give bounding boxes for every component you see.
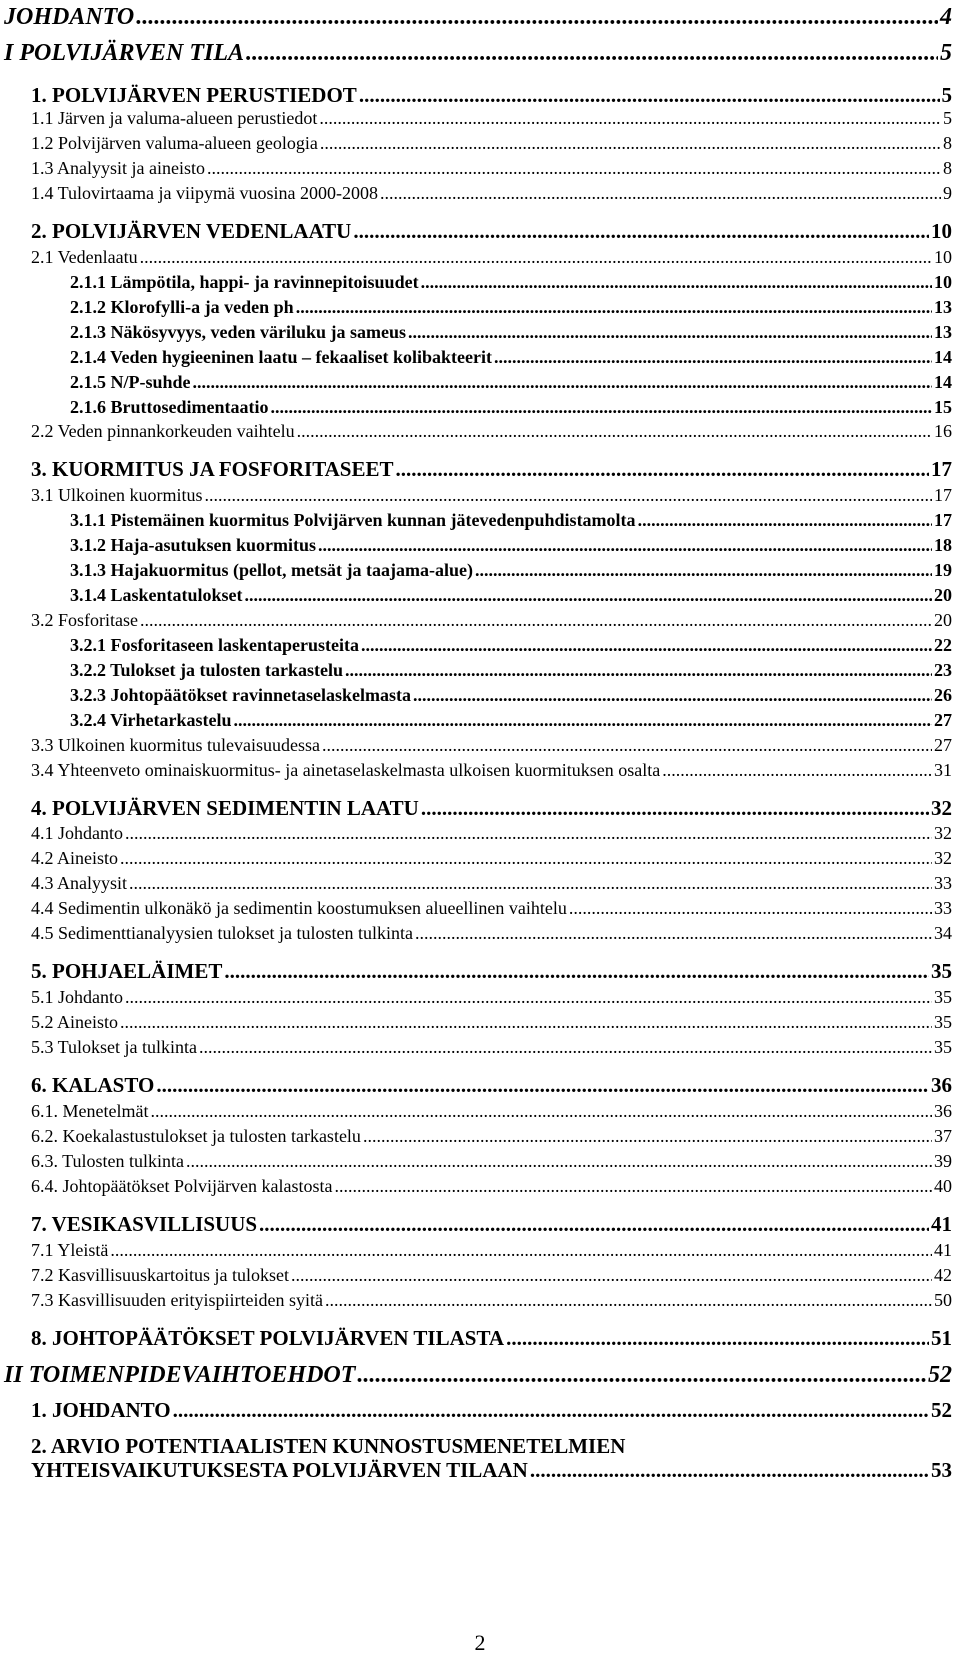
toc-entry[interactable] bbox=[31, 1073, 960, 1097]
toc-entry[interactable] bbox=[31, 1212, 960, 1236]
toc-entry[interactable] bbox=[31, 1012, 960, 1033]
toc-entry-label: 5.2 Aineisto bbox=[31, 1012, 119, 1032]
toc-leader-dots bbox=[662, 760, 932, 781]
toc-entry-label: 1.2 Polvijärven valuma-alueen geologia bbox=[31, 133, 318, 153]
toc-leader-dots bbox=[207, 158, 941, 179]
toc-entry-page: 42 bbox=[934, 1265, 952, 1285]
toc-leader-dots bbox=[318, 535, 932, 556]
toc-entry[interactable] bbox=[31, 735, 960, 756]
toc-entry-page: 51 bbox=[931, 1326, 952, 1350]
toc-entry-page: 14 bbox=[934, 347, 952, 367]
toc-entry-page: 41 bbox=[934, 1240, 952, 1260]
toc-entry[interactable] bbox=[70, 372, 960, 393]
toc-entry-label: 2. POLVIJÄRVEN VEDENLAATU bbox=[31, 219, 352, 243]
toc-leader-dots bbox=[325, 1290, 932, 1311]
toc-leader-dots bbox=[357, 1362, 926, 1390]
toc-entry[interactable] bbox=[31, 610, 960, 631]
toc-entry[interactable] bbox=[31, 760, 960, 781]
toc-entry-page: 27 bbox=[934, 735, 952, 755]
toc-leader-dots bbox=[140, 247, 932, 268]
toc-entry-label: 6.1. Menetelmät bbox=[31, 1101, 149, 1121]
toc-leader-dots bbox=[125, 823, 932, 844]
toc-entry-label: 3.1.2 Haja-asutuksen kuormitus bbox=[70, 535, 317, 555]
toc-entry[interactable] bbox=[31, 133, 960, 154]
toc-entry[interactable] bbox=[31, 1326, 960, 1350]
toc-leader-dots bbox=[270, 397, 932, 418]
toc-entry-page: 35 bbox=[934, 1012, 952, 1032]
toc-leader-dots bbox=[259, 1212, 929, 1236]
toc-entry[interactable] bbox=[31, 485, 960, 506]
toc-entry[interactable] bbox=[31, 183, 960, 204]
toc-entry-label: 4. POLVIJÄRVEN SEDIMENTIN LAATU bbox=[31, 796, 419, 820]
toc-leader-dots bbox=[186, 1151, 932, 1172]
toc-entry[interactable] bbox=[70, 510, 960, 531]
toc-entry-label: 4.4 Sedimentin ulkonäkö ja sedimentin koostumuksen alueellinen vaihtelu bbox=[31, 898, 567, 918]
toc-leader-dots bbox=[506, 1326, 929, 1350]
toc-entry-page: 20 bbox=[934, 585, 952, 605]
toc-entry[interactable] bbox=[31, 959, 960, 983]
toc-leader-dots bbox=[408, 322, 932, 343]
toc-entry[interactable] bbox=[70, 635, 960, 656]
toc-entry[interactable] bbox=[31, 219, 960, 243]
toc-entry-label: 3.2.4 Virhetarkastelu bbox=[70, 710, 232, 730]
toc-entry-page: 15 bbox=[934, 397, 952, 417]
toc-entry-page: 14 bbox=[934, 372, 952, 392]
toc-entry-page: 52 bbox=[931, 1398, 952, 1422]
toc-entry-label: 1.3 Analyysit ja aineisto bbox=[31, 158, 205, 178]
toc-leader-dots bbox=[396, 457, 929, 481]
toc-entry-label: 5.1 Johdanto bbox=[31, 987, 123, 1007]
toc-entry[interactable] bbox=[70, 685, 960, 706]
toc-entry-page: 34 bbox=[934, 923, 952, 943]
toc-entry[interactable] bbox=[31, 108, 960, 129]
toc-leader-dots bbox=[494, 347, 932, 368]
toc-entry-label: 5.3 Tulokset ja tulkinta bbox=[31, 1037, 198, 1057]
toc-entry-page: 27 bbox=[934, 710, 952, 730]
toc-entry-label: 4.5 Sedimenttianalyysien tulokset ja tulosten tulkinta bbox=[31, 923, 413, 943]
toc-entry-page: 36 bbox=[934, 1101, 952, 1121]
toc-entry[interactable] bbox=[70, 660, 960, 681]
toc-entry-label: II TOIMENPIDEVAIHTOEHDOT bbox=[4, 1362, 356, 1388]
toc-leader-dots bbox=[363, 1126, 932, 1147]
toc-entry-label: 3.2.1 Fosforitaseen laskentaperusteita bbox=[70, 635, 359, 655]
toc-leader-dots bbox=[246, 40, 938, 68]
toc-leader-dots bbox=[193, 372, 932, 393]
toc-entry-page: 31 bbox=[934, 760, 952, 780]
toc-leader-dots bbox=[353, 219, 929, 243]
toc-entry[interactable] bbox=[31, 1265, 960, 1286]
toc-entry[interactable] bbox=[31, 873, 960, 894]
toc-entry-page: 17 bbox=[934, 510, 952, 530]
toc-entry-page: 41 bbox=[931, 1212, 952, 1236]
toc-entry-label: 3. KUORMITUS JA FOSFORITASEET bbox=[31, 457, 394, 481]
toc-entry-page: 23 bbox=[934, 660, 952, 680]
toc-entry-label: 3.2.2 Tulokset ja tulosten tarkastelu bbox=[70, 660, 344, 680]
toc-entry-page: 19 bbox=[934, 560, 952, 580]
toc-entry-label: 2.1.1 Lämpötila, happi- ja ravinnepitoisuudet bbox=[70, 272, 419, 292]
toc-leader-dots bbox=[334, 1176, 932, 1197]
toc-leader-dots bbox=[199, 1037, 932, 1058]
toc-entry-label: 2.1.5 N/P-suhde bbox=[70, 372, 191, 392]
toc-entry[interactable] bbox=[70, 560, 960, 581]
toc-leader-dots bbox=[120, 1012, 932, 1033]
toc-entry[interactable] bbox=[70, 710, 960, 731]
toc-entry-page: 10 bbox=[934, 247, 952, 267]
toc-entry-page: 8 bbox=[943, 133, 952, 153]
toc-leader-dots bbox=[475, 560, 932, 581]
toc-entry[interactable] bbox=[31, 1037, 960, 1058]
toc-entry-page: 18 bbox=[934, 535, 952, 555]
toc-leader-dots bbox=[224, 959, 929, 983]
toc-entry-page: 32 bbox=[934, 823, 952, 843]
toc-leader-dots bbox=[421, 272, 932, 293]
toc-entry-label: 4.3 Analyysit bbox=[31, 873, 128, 893]
toc-entry-page: 33 bbox=[934, 898, 952, 918]
toc-entry[interactable] bbox=[4, 1362, 960, 1390]
toc-entry-page: 35 bbox=[934, 1037, 952, 1057]
toc-leader-dots bbox=[322, 735, 932, 756]
toc-entry-label: 3.4 Yhteenveto ominaiskuormitus- ja ainetaselaskelmasta ulkoisen kuormituksen osalta bbox=[31, 760, 661, 780]
toc-entry-label: 2.1.2 Klorofylli-a ja veden ph bbox=[70, 297, 294, 317]
toc-entry-page: 4 bbox=[940, 4, 952, 30]
toc-entry-label: 3.2.3 Johtopäätökset ravinnetaselaskelmasta bbox=[70, 685, 411, 705]
toc-leader-dots bbox=[136, 4, 938, 32]
toc-entry-label: 1.1 Järven ja valuma-alueen perustiedot bbox=[31, 108, 318, 128]
toc-leader-dots bbox=[297, 421, 932, 442]
toc-entry[interactable] bbox=[31, 848, 960, 869]
toc-entry[interactable] bbox=[70, 397, 960, 418]
toc-entry-page: 8 bbox=[943, 158, 952, 178]
toc-leader-dots bbox=[234, 710, 933, 731]
toc-entry-page: 13 bbox=[934, 297, 952, 317]
toc-entry-page: 5 bbox=[943, 108, 952, 128]
toc-entry-label: 2.1.4 Veden hygieeninen laatu – fekaaliset kolibakteerit bbox=[70, 347, 493, 367]
toc-entry-page: 16 bbox=[934, 421, 952, 441]
toc-entry-label: 7.1 Yleistä bbox=[31, 1240, 109, 1260]
toc-entry-label-line1: 2. ARVIO POTENTIAALISTEN KUNNOSTUSMENETELMIEN bbox=[31, 1434, 626, 1458]
toc-entry-label: 7.2 Kasvillisuuskartoitus ja tulokset bbox=[31, 1265, 289, 1285]
toc-leader-dots bbox=[110, 1240, 932, 1261]
toc-entry-page: 33 bbox=[934, 873, 952, 893]
toc-entry-page: 52 bbox=[928, 1362, 952, 1388]
toc-leader-dots bbox=[120, 848, 932, 869]
toc-entry[interactable] bbox=[31, 823, 960, 844]
toc-entry[interactable] bbox=[31, 898, 960, 919]
toc-entry-page: 36 bbox=[931, 1073, 952, 1097]
toc-entry-page: 37 bbox=[934, 1126, 952, 1146]
toc-entry[interactable] bbox=[31, 1398, 960, 1422]
toc-entry-label: 2.2 Veden pinnankorkeuden vaihtelu bbox=[31, 421, 295, 441]
toc-entry-label-line2: YHTEISVAIKUTUKSESTA POLVIJÄRVEN TILAAN bbox=[31, 1458, 528, 1483]
toc-leader-dots bbox=[415, 923, 932, 944]
toc-entry[interactable] bbox=[31, 1290, 960, 1311]
toc-entry[interactable] bbox=[70, 585, 960, 606]
toc-leader-dots bbox=[296, 297, 932, 318]
toc-entry-label: 4.1 Johdanto bbox=[31, 823, 123, 843]
toc-leader-dots bbox=[125, 987, 932, 1008]
toc-entry-label: 5. POHJAELÄIMET bbox=[31, 959, 223, 983]
toc-entry[interactable] bbox=[31, 247, 960, 268]
toc-leader-dots bbox=[413, 685, 932, 706]
toc-entry-page: 50 bbox=[934, 1290, 952, 1310]
toc-entry-page: 20 bbox=[934, 610, 952, 630]
toc-leader-dots bbox=[569, 898, 932, 919]
toc-leader-dots bbox=[320, 133, 941, 154]
toc-leader-dots bbox=[380, 183, 941, 204]
toc-leader-dots bbox=[129, 873, 932, 894]
toc-leader-dots bbox=[150, 1101, 932, 1122]
toc-entry-label: 3.1 Ulkoinen kuormitus bbox=[31, 485, 203, 505]
toc-entry-page: 35 bbox=[931, 959, 952, 983]
toc-entry-label: JOHDANTO bbox=[4, 4, 135, 30]
toc-entry[interactable] bbox=[31, 1151, 960, 1172]
toc-entry-label: 1. POLVIJÄRVEN PERUSTIEDOT bbox=[31, 83, 357, 107]
toc-entry-label: 3.1.3 Hajakuormitus (pellot, metsät ja taajama-alue) bbox=[70, 560, 473, 580]
toc-leader-dots bbox=[319, 108, 941, 129]
toc-entry[interactable] bbox=[31, 1176, 960, 1197]
toc-entry[interactable] bbox=[31, 796, 960, 820]
toc-entry[interactable] bbox=[31, 1240, 960, 1261]
toc-entry-page: 10 bbox=[931, 219, 952, 243]
toc-entry-page: 5 bbox=[941, 83, 952, 107]
toc-entry[interactable] bbox=[31, 1126, 960, 1147]
toc-leader-dots bbox=[530, 1458, 929, 1482]
toc-entry-label: 2.1.3 Näkösyvyys, veden väriluku ja sameus bbox=[70, 322, 407, 342]
toc-entry-label: 7. VESIKASVILLISUUS bbox=[31, 1212, 258, 1236]
toc-entry[interactable] bbox=[4, 4, 960, 32]
toc-entry-page: 9 bbox=[943, 183, 952, 203]
toc-entry[interactable] bbox=[70, 347, 960, 368]
toc-entry-page: 17 bbox=[934, 485, 952, 505]
toc-entry[interactable] bbox=[31, 83, 960, 107]
toc-entry-label: 3.1.4 Laskentatulokset bbox=[70, 585, 243, 605]
toc-entry-label: 3.2 Fosforitase bbox=[31, 610, 138, 630]
toc-entry-label: I POLVIJÄRVEN TILA bbox=[4, 40, 245, 66]
toc-entry-page: 10 bbox=[934, 272, 952, 292]
toc-entry[interactable] bbox=[70, 322, 960, 343]
toc-entry-page: 35 bbox=[934, 987, 952, 1007]
toc-entry-page: 17 bbox=[931, 457, 952, 481]
toc-leader-dots bbox=[245, 585, 932, 606]
toc-entry-label: 7.3 Kasvillisuuden erityispiirteiden syitä bbox=[31, 1290, 323, 1310]
toc-leader-dots bbox=[205, 485, 933, 506]
toc-entry-label: 3.1.1 Pistemäinen kuormitus Polvijärven kunnan jätevedenpuhdistamolta bbox=[70, 510, 636, 530]
toc-entry-page: 39 bbox=[934, 1151, 952, 1171]
toc-entry-page: 13 bbox=[934, 322, 952, 342]
toc-entry-label: 1.4 Tulovirtaama ja viipymä vuosina 2000-2008 bbox=[31, 183, 378, 203]
toc-leader-dots bbox=[173, 1398, 929, 1422]
toc-entry-page: 5 bbox=[940, 40, 952, 66]
toc-entry[interactable] bbox=[4, 40, 960, 68]
toc-entry-page: 53 bbox=[931, 1458, 952, 1483]
page-number: 2 bbox=[474, 1630, 486, 1655]
toc-entry-label: 6.4. Johtopäätökset Polvijärven kalastosta bbox=[31, 1176, 333, 1196]
toc-leader-dots bbox=[361, 635, 932, 656]
toc-leader-dots bbox=[359, 83, 940, 107]
toc-leader-dots bbox=[638, 510, 932, 531]
toc-entry[interactable] bbox=[31, 158, 960, 179]
toc-leader-dots bbox=[345, 660, 932, 681]
toc-entry-page: 40 bbox=[934, 1176, 952, 1196]
toc-entry[interactable] bbox=[31, 1101, 960, 1122]
toc-entry[interactable] bbox=[31, 987, 960, 1008]
toc-entry-page: 26 bbox=[934, 685, 952, 705]
toc-leader-dots bbox=[291, 1265, 932, 1286]
toc-entry-page: 32 bbox=[931, 796, 952, 820]
toc-entry[interactable] bbox=[31, 457, 960, 481]
toc-entry-page: 22 bbox=[934, 635, 952, 655]
toc-entry[interactable] bbox=[31, 923, 960, 944]
toc-entry-label: 1. JOHDANTO bbox=[31, 1398, 171, 1422]
toc-entry[interactable] bbox=[31, 421, 960, 442]
toc-entry-label: 6. KALASTO bbox=[31, 1073, 155, 1097]
toc-entry-page: 32 bbox=[934, 848, 952, 868]
toc-entry-label: 2.1.6 Bruttosedimentaatio bbox=[70, 397, 269, 417]
toc-entry-label: 6.3. Tulosten tulkinta bbox=[31, 1151, 185, 1171]
toc-entry-two-line[interactable] bbox=[31, 1434, 960, 1482]
toc-entry-label: 3.3 Ulkoinen kuormitus tulevaisuudessa bbox=[31, 735, 320, 755]
toc-entry[interactable] bbox=[70, 535, 960, 556]
toc-leader-dots bbox=[156, 1073, 929, 1097]
toc-entry-label: 6.2. Koekalastustulokset ja tulosten tarkastelu bbox=[31, 1126, 361, 1146]
toc-leader-dots bbox=[140, 610, 932, 631]
toc-entry-label: 4.2 Aineisto bbox=[31, 848, 119, 868]
toc-entry[interactable] bbox=[70, 272, 960, 293]
toc-entry-label: 8. JOHTOPÄÄTÖKSET POLVIJÄRVEN TILASTA bbox=[31, 1326, 505, 1350]
toc-entry-label: 2.1 Vedenlaatu bbox=[31, 247, 138, 267]
toc-leader-dots bbox=[421, 796, 929, 820]
toc-entry[interactable] bbox=[70, 297, 960, 318]
